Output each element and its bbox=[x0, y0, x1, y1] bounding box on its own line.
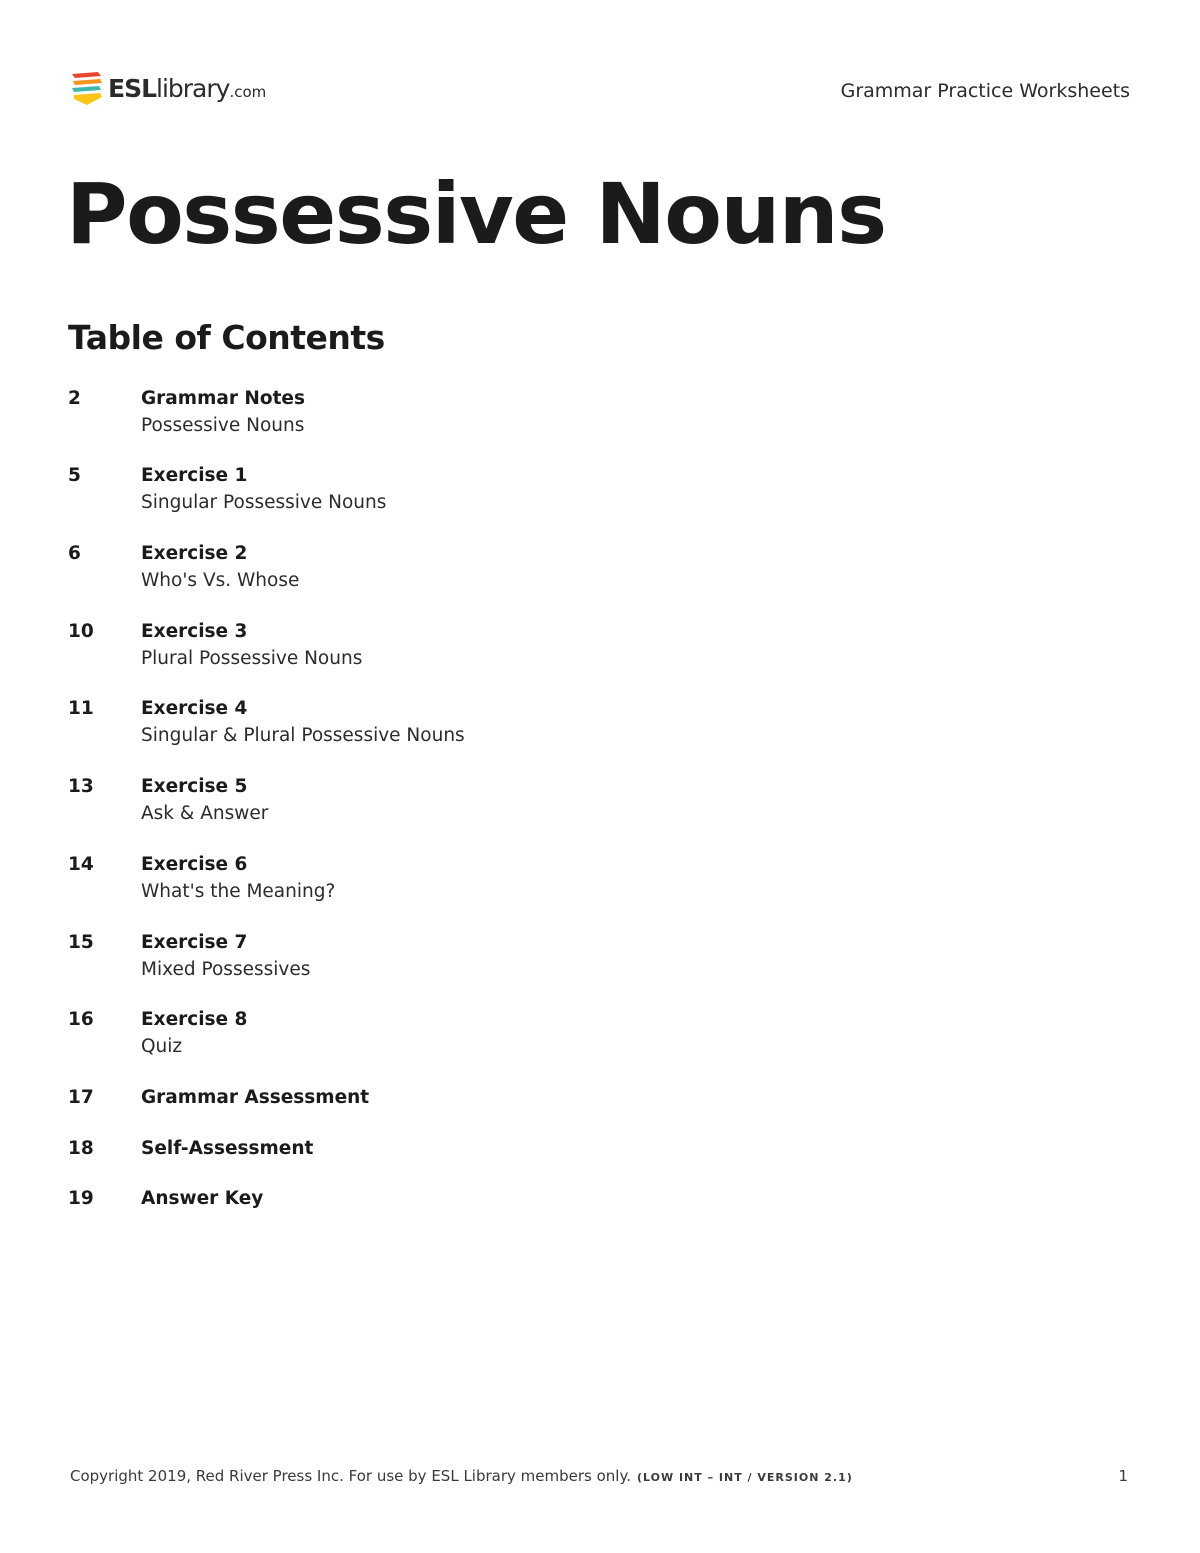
page-number: 1 bbox=[1118, 1467, 1128, 1485]
logo-esl: ESL bbox=[108, 73, 157, 103]
toc-page-number: 19 bbox=[68, 1188, 94, 1209]
toc-entry-subtitle: Singular Possessive Nouns bbox=[141, 492, 387, 513]
toc-entry-title: Exercise 1 bbox=[141, 465, 248, 486]
toc-page-number: 10 bbox=[68, 621, 94, 642]
toc-entry-title: Exercise 3 bbox=[141, 621, 248, 642]
toc-page-number: 6 bbox=[68, 543, 81, 564]
logo-library: library bbox=[156, 73, 230, 103]
level-version-label: (LOW INT – INT / VERSION 2.1) bbox=[636, 1471, 853, 1484]
toc-entry-title: Answer Key bbox=[141, 1188, 264, 1209]
toc-page-number: 18 bbox=[68, 1138, 94, 1159]
toc-page-number: 13 bbox=[68, 776, 94, 797]
toc-entry-title: Exercise 7 bbox=[141, 932, 248, 953]
toc-entry-subtitle: Quiz bbox=[141, 1036, 183, 1057]
toc-page-number: 5 bbox=[68, 465, 81, 486]
toc-entry-subtitle: Mixed Possessives bbox=[141, 959, 311, 980]
series-label: Grammar Practice Worksheets bbox=[840, 80, 1130, 102]
toc-entry-title: Exercise 5 bbox=[141, 776, 248, 797]
toc-page-number: 11 bbox=[68, 698, 94, 719]
toc-page-number: 17 bbox=[68, 1087, 94, 1108]
page-title: Possessive Nouns bbox=[66, 165, 886, 263]
toc-entry-title: Self-Assessment bbox=[141, 1138, 314, 1159]
toc-entry-title: Exercise 4 bbox=[141, 698, 248, 719]
books-stack-icon bbox=[70, 68, 104, 108]
copyright-text: Copyright 2019, Red River Press Inc. For use by ESL Library members only. bbox=[70, 1467, 631, 1485]
logo-wordmark bbox=[108, 73, 267, 103]
toc-entry-subtitle: Possessive Nouns bbox=[141, 415, 305, 436]
toc-entry-subtitle: What's the Meaning? bbox=[141, 881, 336, 902]
toc-page-number: 2 bbox=[68, 388, 81, 409]
toc-page-number: 16 bbox=[68, 1009, 94, 1030]
toc-entry-title: Grammar Assessment bbox=[141, 1087, 370, 1108]
toc-heading: Table of Contents bbox=[68, 318, 385, 357]
toc-entry-subtitle: Who's Vs. Whose bbox=[141, 570, 300, 591]
toc-page-number: 15 bbox=[68, 932, 94, 953]
toc-page-number: 14 bbox=[68, 854, 94, 875]
toc-entry-subtitle: Plural Possessive Nouns bbox=[141, 648, 363, 669]
toc-entry-title: Grammar Notes bbox=[141, 388, 305, 409]
footer-copyright bbox=[70, 1467, 853, 1485]
toc-entry-title: Exercise 6 bbox=[141, 854, 248, 875]
toc-entry-subtitle: Ask & Answer bbox=[141, 803, 269, 824]
toc-entry-title: Exercise 8 bbox=[141, 1009, 248, 1030]
toc-entry-title: Exercise 2 bbox=[141, 543, 248, 564]
logo-dotcom: .com bbox=[229, 82, 267, 101]
esl-library-logo bbox=[70, 68, 266, 108]
toc-entry-subtitle: Singular & Plural Possessive Nouns bbox=[141, 725, 465, 746]
